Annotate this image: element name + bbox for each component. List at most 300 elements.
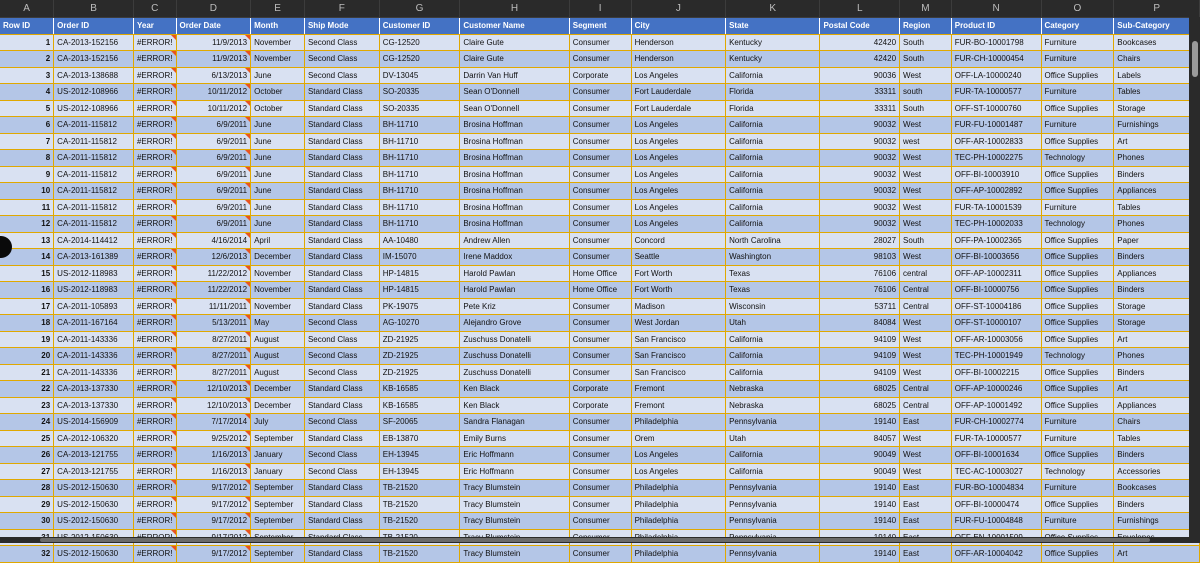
- table-cell[interactable]: West: [900, 249, 952, 266]
- table-cell[interactable]: Storage: [1114, 298, 1200, 315]
- table-cell[interactable]: OFF-AR-10004042: [951, 546, 1041, 563]
- table-cell[interactable]: 1/16/2013: [176, 463, 251, 480]
- column-letter-L[interactable]: L: [820, 0, 900, 17]
- table-cell[interactable]: US-2012-150630: [54, 546, 134, 563]
- column-header-customer-id[interactable]: Customer ID: [379, 17, 460, 34]
- table-cell[interactable]: Consumer: [569, 117, 631, 134]
- table-cell[interactable]: Standard Class: [304, 232, 379, 249]
- table-cell[interactable]: TB-21520: [379, 480, 460, 497]
- table-cell[interactable]: 6/9/2011: [176, 183, 251, 200]
- table-cell[interactable]: Claire Gute: [460, 51, 569, 68]
- table-cell[interactable]: Pennsylvania: [726, 496, 820, 513]
- table-cell[interactable]: 76106: [820, 282, 900, 299]
- table-cell[interactable]: AG-10270: [379, 315, 460, 332]
- table-cell[interactable]: November: [251, 282, 305, 299]
- table-cell[interactable]: 4/16/2014: [176, 232, 251, 249]
- table-cell[interactable]: Florida: [726, 84, 820, 101]
- table-cell[interactable]: CA-2013-121755: [54, 463, 134, 480]
- table-cell[interactable]: Brosina Hoffman: [460, 199, 569, 216]
- table-cell[interactable]: West: [900, 150, 952, 167]
- table-cell[interactable]: FUR-FU-10001487: [951, 117, 1041, 134]
- table-cell[interactable]: TEC-PH-10001949: [951, 348, 1041, 365]
- table-cell[interactable]: Appliances: [1114, 397, 1200, 414]
- table-cell[interactable]: Technology: [1041, 216, 1114, 233]
- table-cell[interactable]: California: [726, 67, 820, 84]
- table-cell[interactable]: 8: [0, 150, 54, 167]
- table-cell[interactable]: Consumer: [569, 34, 631, 51]
- table-cell[interactable]: 1/16/2013: [176, 447, 251, 464]
- table-cell[interactable]: 27: [0, 463, 54, 480]
- table-cell[interactable]: Texas: [726, 265, 820, 282]
- table-cell[interactable]: CA-2011-115812: [54, 183, 134, 200]
- column-letter-C[interactable]: C: [133, 0, 176, 17]
- table-cell[interactable]: #ERROR!: [133, 513, 176, 530]
- table-cell[interactable]: September: [251, 513, 305, 530]
- table-cell[interactable]: Concord: [631, 232, 725, 249]
- table-cell[interactable]: West: [900, 117, 952, 134]
- table-cell[interactable]: Binders: [1114, 447, 1200, 464]
- table-cell[interactable]: Standard Class: [304, 496, 379, 513]
- table-cell[interactable]: Binders: [1114, 249, 1200, 266]
- table-cell[interactable]: Standard Class: [304, 166, 379, 183]
- table-cell[interactable]: Furniture: [1041, 480, 1114, 497]
- table-cell[interactable]: Los Angeles: [631, 150, 725, 167]
- table-cell[interactable]: OFF-LA-10000240: [951, 67, 1041, 84]
- table-cell[interactable]: Emily Burns: [460, 430, 569, 447]
- vertical-scroll-thumb[interactable]: [1192, 41, 1198, 77]
- table-cell[interactable]: Los Angeles: [631, 447, 725, 464]
- table-cell[interactable]: Second Class: [304, 364, 379, 381]
- table-cell[interactable]: Office Supplies: [1041, 331, 1114, 348]
- table-cell[interactable]: Standard Class: [304, 480, 379, 497]
- table-cell[interactable]: 11: [0, 199, 54, 216]
- table-cell[interactable]: September: [251, 546, 305, 563]
- table-cell[interactable]: Madison: [631, 298, 725, 315]
- table-cell[interactable]: FUR-BO-10004834: [951, 480, 1041, 497]
- table-cell[interactable]: 6/9/2011: [176, 216, 251, 233]
- table-cell[interactable]: Furniture: [1041, 84, 1114, 101]
- table-cell[interactable]: Home Office: [569, 282, 631, 299]
- table-cell[interactable]: North Carolina: [726, 232, 820, 249]
- table-cell[interactable]: ZD-21925: [379, 348, 460, 365]
- table-cell[interactable]: Ken Black: [460, 397, 569, 414]
- table-cell[interactable]: June: [251, 216, 305, 233]
- table-cell[interactable]: BH-11710: [379, 166, 460, 183]
- table-cell[interactable]: Bookcases: [1114, 34, 1200, 51]
- table-cell[interactable]: 16: [0, 282, 54, 299]
- table-cell[interactable]: West: [900, 67, 952, 84]
- table-cell[interactable]: TEC-PH-10002275: [951, 150, 1041, 167]
- table-cell[interactable]: September: [251, 430, 305, 447]
- table-cell[interactable]: US-2014-156909: [54, 414, 134, 431]
- table-cell[interactable]: California: [726, 166, 820, 183]
- table-cell[interactable]: Phones: [1114, 216, 1200, 233]
- column-header-ship-mode[interactable]: Ship Mode: [304, 17, 379, 34]
- table-cell[interactable]: CA-2011-115812: [54, 199, 134, 216]
- table-cell[interactable]: Consumer: [569, 414, 631, 431]
- table-cell[interactable]: Tracy Blumstein: [460, 480, 569, 497]
- table-cell[interactable]: Central: [900, 381, 952, 398]
- table-cell[interactable]: 13: [0, 232, 54, 249]
- table-cell[interactable]: 7/17/2014: [176, 414, 251, 431]
- table-cell[interactable]: Irene Maddox: [460, 249, 569, 266]
- table-cell[interactable]: Office Supplies: [1041, 166, 1114, 183]
- table-cell[interactable]: Consumer: [569, 331, 631, 348]
- table-cell[interactable]: Consumer: [569, 216, 631, 233]
- column-letter-F[interactable]: F: [304, 0, 379, 17]
- table-cell[interactable]: 7: [0, 133, 54, 150]
- table-cell[interactable]: East: [900, 513, 952, 530]
- table-cell[interactable]: June: [251, 150, 305, 167]
- column-letter-K[interactable]: K: [726, 0, 820, 17]
- table-cell[interactable]: 42420: [820, 51, 900, 68]
- table-cell[interactable]: Appliances: [1114, 265, 1200, 282]
- table-cell[interactable]: 33311: [820, 100, 900, 117]
- table-cell[interactable]: #ERROR!: [133, 199, 176, 216]
- table-cell[interactable]: OFF-ST-10000107: [951, 315, 1041, 332]
- table-cell[interactable]: Office Supplies: [1041, 133, 1114, 150]
- table-cell[interactable]: CA-2011-115812: [54, 117, 134, 134]
- table-cell[interactable]: Phones: [1114, 348, 1200, 365]
- table-cell[interactable]: 8/27/2011: [176, 364, 251, 381]
- table-cell[interactable]: OFF-BI-10001634: [951, 447, 1041, 464]
- table-cell[interactable]: Eric Hoffmann: [460, 463, 569, 480]
- table-cell[interactable]: Henderson: [631, 34, 725, 51]
- table-cell[interactable]: Standard Class: [304, 397, 379, 414]
- column-header-postal-code[interactable]: Postal Code: [820, 17, 900, 34]
- table-cell[interactable]: 9/25/2012: [176, 430, 251, 447]
- table-cell[interactable]: California: [726, 331, 820, 348]
- table-cell[interactable]: West Jordan: [631, 315, 725, 332]
- table-cell[interactable]: 9/17/2012: [176, 480, 251, 497]
- table-cell[interactable]: BH-11710: [379, 183, 460, 200]
- table-cell[interactable]: 19140: [820, 513, 900, 530]
- table-cell[interactable]: Central: [900, 397, 952, 414]
- table-cell[interactable]: East: [900, 496, 952, 513]
- table-cell[interactable]: Sandra Flanagan: [460, 414, 569, 431]
- table-cell[interactable]: West: [900, 348, 952, 365]
- table-cell[interactable]: 6/9/2011: [176, 117, 251, 134]
- table-cell[interactable]: Standard Class: [304, 265, 379, 282]
- table-cell[interactable]: OFF-ST-10004186: [951, 298, 1041, 315]
- table-cell[interactable]: 3: [0, 67, 54, 84]
- table-cell[interactable]: #ERROR!: [133, 133, 176, 150]
- table-cell[interactable]: Sean O'Donnell: [460, 84, 569, 101]
- column-header-customer-name[interactable]: Customer Name: [460, 17, 569, 34]
- table-cell[interactable]: Standard Class: [304, 282, 379, 299]
- table-cell[interactable]: CA-2013-161389: [54, 249, 134, 266]
- table-cell[interactable]: Consumer: [569, 199, 631, 216]
- table-cell[interactable]: South: [900, 34, 952, 51]
- table-cell[interactable]: December: [251, 397, 305, 414]
- table-cell[interactable]: 32: [0, 546, 54, 563]
- table-cell[interactable]: 6/9/2011: [176, 166, 251, 183]
- column-header-region[interactable]: Region: [900, 17, 952, 34]
- table-cell[interactable]: June: [251, 67, 305, 84]
- column-letter-B[interactable]: B: [54, 0, 134, 17]
- table-cell[interactable]: San Francisco: [631, 331, 725, 348]
- table-cell[interactable]: 10/11/2012: [176, 84, 251, 101]
- table-cell[interactable]: TEC-AC-10003027: [951, 463, 1041, 480]
- table-cell[interactable]: California: [726, 463, 820, 480]
- table-cell[interactable]: 19140: [820, 496, 900, 513]
- table-cell[interactable]: #ERROR!: [133, 67, 176, 84]
- table-cell[interactable]: Consumer: [569, 348, 631, 365]
- column-letter-D[interactable]: D: [176, 0, 251, 17]
- table-cell[interactable]: 19140: [820, 414, 900, 431]
- table-cell[interactable]: 21: [0, 364, 54, 381]
- table-cell[interactable]: Storage: [1114, 315, 1200, 332]
- table-cell[interactable]: September: [251, 480, 305, 497]
- table-cell[interactable]: Furniture: [1041, 117, 1114, 134]
- table-cell[interactable]: Consumer: [569, 364, 631, 381]
- table-cell[interactable]: 90049: [820, 463, 900, 480]
- table-cell[interactable]: California: [726, 216, 820, 233]
- table-cell[interactable]: 11/22/2012: [176, 265, 251, 282]
- table-cell[interactable]: #ERROR!: [133, 166, 176, 183]
- table-cell[interactable]: Brosina Hoffman: [460, 133, 569, 150]
- column-header-state[interactable]: State: [726, 17, 820, 34]
- table-cell[interactable]: 11/22/2012: [176, 282, 251, 299]
- table-cell[interactable]: Second Class: [304, 348, 379, 365]
- table-cell[interactable]: Florida: [726, 100, 820, 117]
- column-letter-N[interactable]: N: [951, 0, 1041, 17]
- table-cell[interactable]: FUR-FU-10004848: [951, 513, 1041, 530]
- table-cell[interactable]: Office Supplies: [1041, 100, 1114, 117]
- table-cell[interactable]: Brosina Hoffman: [460, 216, 569, 233]
- table-cell[interactable]: California: [726, 183, 820, 200]
- table-cell[interactable]: 9/17/2012: [176, 496, 251, 513]
- table-cell[interactable]: West: [900, 216, 952, 233]
- table-cell[interactable]: #ERROR!: [133, 216, 176, 233]
- table-cell[interactable]: Tables: [1114, 430, 1200, 447]
- table-cell[interactable]: January: [251, 447, 305, 464]
- column-header-order-id[interactable]: Order ID: [54, 17, 134, 34]
- table-cell[interactable]: Consumer: [569, 249, 631, 266]
- table-cell[interactable]: Second Class: [304, 331, 379, 348]
- table-cell[interactable]: Furniture: [1041, 199, 1114, 216]
- table-cell[interactable]: Second Class: [304, 67, 379, 84]
- table-cell[interactable]: November: [251, 298, 305, 315]
- table-cell[interactable]: #ERROR!: [133, 397, 176, 414]
- table-cell[interactable]: Los Angeles: [631, 166, 725, 183]
- table-cell[interactable]: Wisconsin: [726, 298, 820, 315]
- table-cell[interactable]: #ERROR!: [133, 183, 176, 200]
- column-header-category[interactable]: Category: [1041, 17, 1114, 34]
- table-cell[interactable]: Binders: [1114, 364, 1200, 381]
- table-cell[interactable]: Pennsylvania: [726, 414, 820, 431]
- table-cell[interactable]: West: [900, 183, 952, 200]
- table-cell[interactable]: CA-2013-137330: [54, 381, 134, 398]
- column-header-city[interactable]: City: [631, 17, 725, 34]
- table-cell[interactable]: Brosina Hoffman: [460, 117, 569, 134]
- table-cell[interactable]: PK-19075: [379, 298, 460, 315]
- table-cell[interactable]: BH-11710: [379, 216, 460, 233]
- table-cell[interactable]: Standard Class: [304, 100, 379, 117]
- table-cell[interactable]: 94109: [820, 348, 900, 365]
- table-cell[interactable]: Standard Class: [304, 183, 379, 200]
- table-cell[interactable]: CA-2011-105893: [54, 298, 134, 315]
- table-cell[interactable]: California: [726, 199, 820, 216]
- table-cell[interactable]: November: [251, 34, 305, 51]
- table-cell[interactable]: Pennsylvania: [726, 546, 820, 563]
- table-cell[interactable]: California: [726, 364, 820, 381]
- table-cell[interactable]: OFF-PA-10002365: [951, 232, 1041, 249]
- table-cell[interactable]: December: [251, 381, 305, 398]
- table-cell[interactable]: Los Angeles: [631, 183, 725, 200]
- table-cell[interactable]: Washington: [726, 249, 820, 266]
- table-cell[interactable]: TB-21520: [379, 513, 460, 530]
- table-cell[interactable]: 94109: [820, 364, 900, 381]
- table-cell[interactable]: Zuschuss Donatelli: [460, 364, 569, 381]
- table-cell[interactable]: EH-13945: [379, 447, 460, 464]
- table-cell[interactable]: Chairs: [1114, 414, 1200, 431]
- table-cell[interactable]: Fort Lauderdale: [631, 84, 725, 101]
- table-cell[interactable]: Technology: [1041, 150, 1114, 167]
- table-cell[interactable]: OFF-BI-10003656: [951, 249, 1041, 266]
- table-cell[interactable]: #ERROR!: [133, 430, 176, 447]
- table-cell[interactable]: US-2012-108966: [54, 84, 134, 101]
- table-cell[interactable]: Consumer: [569, 463, 631, 480]
- table-cell[interactable]: 11/9/2013: [176, 51, 251, 68]
- table-cell[interactable]: Office Supplies: [1041, 496, 1114, 513]
- table-cell[interactable]: June: [251, 199, 305, 216]
- table-cell[interactable]: 90032: [820, 117, 900, 134]
- table-cell[interactable]: south: [900, 84, 952, 101]
- table-cell[interactable]: Ken Black: [460, 381, 569, 398]
- table-cell[interactable]: Los Angeles: [631, 199, 725, 216]
- table-cell[interactable]: Furnishings: [1114, 513, 1200, 530]
- table-cell[interactable]: Fort Worth: [631, 282, 725, 299]
- table-cell[interactable]: #ERROR!: [133, 34, 176, 51]
- table-cell[interactable]: US-2012-118983: [54, 265, 134, 282]
- table-cell[interactable]: 9/17/2012: [176, 546, 251, 563]
- table-cell[interactable]: 6/9/2011: [176, 199, 251, 216]
- table-cell[interactable]: July: [251, 414, 305, 431]
- table-cell[interactable]: Nebraska: [726, 397, 820, 414]
- table-cell[interactable]: DV-13045: [379, 67, 460, 84]
- table-cell[interactable]: BH-11710: [379, 117, 460, 134]
- table-cell[interactable]: June: [251, 133, 305, 150]
- table-cell[interactable]: June: [251, 183, 305, 200]
- table-cell[interactable]: 6: [0, 117, 54, 134]
- table-cell[interactable]: Standard Class: [304, 199, 379, 216]
- table-cell[interactable]: 90032: [820, 133, 900, 150]
- table-cell[interactable]: California: [726, 447, 820, 464]
- table-cell[interactable]: 68025: [820, 397, 900, 414]
- table-cell[interactable]: EH-13945: [379, 463, 460, 480]
- table-cell[interactable]: Furniture: [1041, 430, 1114, 447]
- table-cell[interactable]: #ERROR!: [133, 84, 176, 101]
- table-cell[interactable]: Consumer: [569, 496, 631, 513]
- table-cell[interactable]: Central: [900, 298, 952, 315]
- table-cell[interactable]: Consumer: [569, 232, 631, 249]
- table-cell[interactable]: August: [251, 331, 305, 348]
- table-cell[interactable]: 28: [0, 480, 54, 497]
- table-cell[interactable]: CA-2013-137330: [54, 397, 134, 414]
- table-cell[interactable]: OFF-AP-10000246: [951, 381, 1041, 398]
- table-cell[interactable]: central: [900, 265, 952, 282]
- column-header-sub-category[interactable]: Sub-Category: [1114, 17, 1200, 34]
- table-cell[interactable]: OFF-BI-10000474: [951, 496, 1041, 513]
- table-cell[interactable]: Second Class: [304, 51, 379, 68]
- table-cell[interactable]: 68025: [820, 381, 900, 398]
- table-cell[interactable]: #ERROR!: [133, 150, 176, 167]
- table-cell[interactable]: Pennsylvania: [726, 480, 820, 497]
- table-cell[interactable]: 84084: [820, 315, 900, 332]
- table-cell[interactable]: 29: [0, 496, 54, 513]
- column-header-order-date[interactable]: Order Date: [176, 17, 251, 34]
- table-cell[interactable]: 24: [0, 414, 54, 431]
- table-cell[interactable]: 2: [0, 51, 54, 68]
- table-cell[interactable]: 12/10/2013: [176, 381, 251, 398]
- table-cell[interactable]: Second Class: [304, 414, 379, 431]
- table-cell[interactable]: OFF-BI-10002215: [951, 364, 1041, 381]
- table-cell[interactable]: CA-2011-167164: [54, 315, 134, 332]
- table-cell[interactable]: #ERROR!: [133, 117, 176, 134]
- table-cell[interactable]: May: [251, 315, 305, 332]
- table-cell[interactable]: 98103: [820, 249, 900, 266]
- table-cell[interactable]: 20: [0, 348, 54, 365]
- table-cell[interactable]: Binders: [1114, 282, 1200, 299]
- table-cell[interactable]: Second Class: [304, 463, 379, 480]
- table-cell[interactable]: Tables: [1114, 84, 1200, 101]
- column-header-row-id[interactable]: Row ID: [0, 17, 54, 34]
- table-cell[interactable]: #ERROR!: [133, 546, 176, 563]
- table-cell[interactable]: Los Angeles: [631, 67, 725, 84]
- table-cell[interactable]: Storage: [1114, 100, 1200, 117]
- table-cell[interactable]: Chairs: [1114, 51, 1200, 68]
- table-cell[interactable]: KB-16585: [379, 397, 460, 414]
- table-cell[interactable]: CG-12520: [379, 51, 460, 68]
- table-cell[interactable]: Kentucky: [726, 34, 820, 51]
- column-header-month[interactable]: Month: [251, 17, 305, 34]
- table-cell[interactable]: SO-20335: [379, 100, 460, 117]
- table-cell[interactable]: BH-11710: [379, 150, 460, 167]
- column-letter-M[interactable]: M: [900, 0, 952, 17]
- table-cell[interactable]: 6/9/2011: [176, 133, 251, 150]
- table-cell[interactable]: Consumer: [569, 84, 631, 101]
- table-cell[interactable]: HP-14815: [379, 282, 460, 299]
- table-cell[interactable]: #ERROR!: [133, 249, 176, 266]
- table-cell[interactable]: Standard Class: [304, 150, 379, 167]
- table-cell[interactable]: West: [900, 430, 952, 447]
- table-cell[interactable]: CA-2014-114412: [54, 232, 134, 249]
- table-cell[interactable]: Office Supplies: [1041, 249, 1114, 266]
- table-cell[interactable]: Philadelphia: [631, 414, 725, 431]
- table-cell[interactable]: June: [251, 166, 305, 183]
- column-letter-A[interactable]: A: [0, 0, 54, 17]
- table-cell[interactable]: June: [251, 117, 305, 134]
- table-cell[interactable]: South: [900, 100, 952, 117]
- table-cell[interactable]: 6/9/2011: [176, 150, 251, 167]
- table-cell[interactable]: Standard Class: [304, 430, 379, 447]
- table-cell[interactable]: January: [251, 463, 305, 480]
- table-cell[interactable]: 12/10/2013: [176, 397, 251, 414]
- table-cell[interactable]: Standard Class: [304, 133, 379, 150]
- table-cell[interactable]: Second Class: [304, 34, 379, 51]
- table-cell[interactable]: November: [251, 51, 305, 68]
- table-cell[interactable]: 8/27/2011: [176, 331, 251, 348]
- table-cell[interactable]: 5: [0, 100, 54, 117]
- table-cell[interactable]: OFF-AP-10002892: [951, 183, 1041, 200]
- table-cell[interactable]: Fremont: [631, 397, 725, 414]
- table-cell[interactable]: TEC-PH-10002033: [951, 216, 1041, 233]
- table-cell[interactable]: Claire Gute: [460, 34, 569, 51]
- table-cell[interactable]: US-2012-150630: [54, 480, 134, 497]
- table-cell[interactable]: 90032: [820, 199, 900, 216]
- table-cell[interactable]: West: [900, 447, 952, 464]
